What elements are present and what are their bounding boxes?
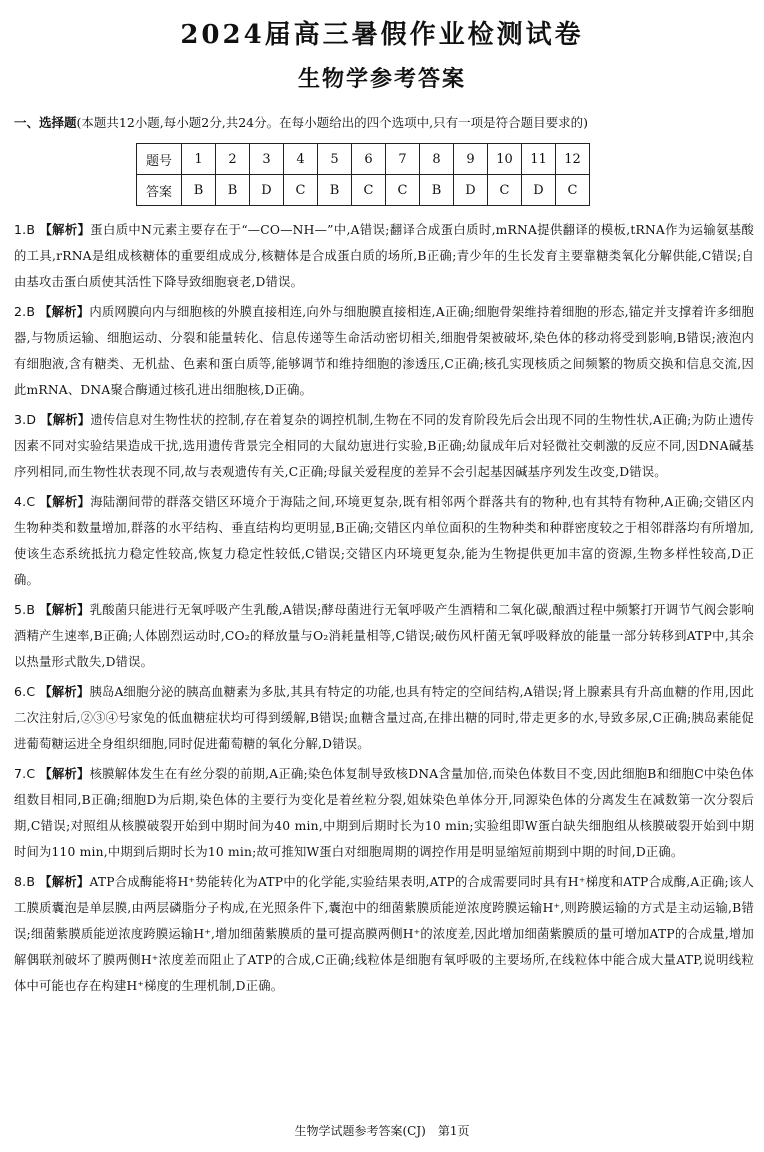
page-footer: 生物学试题参考答案(CJ) 第1页 [294, 1124, 470, 1138]
question-number: 7 [386, 144, 420, 175]
item-text: 海陆潮间带的群落交错区环境介于海陆之间,环境更复杂,既有相邻两个群落共有的物种,也有其特有物种,A正确;交错区内生物种类和数量增加,群落的水平结构、垂直结构均更明显,B正确;交错区内单位面积的生物种类和种群密度较之于相邻群落均有所增加,使该生态系统抵抗力稳定性较高,恢复力稳定性较低,C错误;交错区内环境更复杂,能为生物提供更加丰富的资源,生物多样性较高,D正确。 [14, 495, 754, 587]
question-number: 9 [454, 144, 488, 175]
answer-cell: C [556, 175, 590, 206]
section-label: 一、选择题 [14, 115, 77, 130]
answer-table [136, 143, 590, 206]
item-text: 胰岛A细胞分泌的胰高血糖素为多肽,其具有特定的功能,也具有特定的空间结构,A错误;肾上腺素具有升高血糖的作用,因此二次注射后,②③④号家兔的低血糖症状均可得到缓解,B错误;血糖含量过高,在排出糖的同时,带走更多的水,导致多尿,C正确;胰岛素能促进葡萄糖运进全身组织细胞,同时促进葡萄糖的氧化分解,D错误。 [14, 685, 754, 751]
item-number: 8.B [14, 874, 36, 889]
analysis-tag: 【解析】 [39, 766, 90, 781]
explanation-list [14, 217, 754, 1003]
question-number: 1 [182, 144, 216, 175]
answer-row [137, 175, 590, 206]
item-number: 5.B [14, 602, 36, 617]
question-number: 12 [556, 144, 590, 175]
answer-cell: D [522, 175, 556, 206]
analysis-tag: 【解析】 [39, 494, 91, 509]
item-number: 6.C [14, 684, 36, 699]
explanation-item [14, 597, 754, 675]
question-number: 5 [318, 144, 352, 175]
analysis-tag: 【解析】 [40, 412, 91, 427]
answer-cell: D [454, 175, 488, 206]
answer-cell: B [420, 175, 454, 206]
answer-cell: B [182, 175, 216, 206]
question-number: 3 [250, 144, 284, 175]
item-text: 蛋白质中N元素主要存在于“—CO—NH—”中,A错误;翻译合成蛋白质时,mRNA提供翻译的模板,tRNA作为运输氨基酸的工具,rRNA是组成核糖体的重要组成成分,核糖体是合成蛋白质的场所,B正确;青少年的生长发育主要靠糖类氧化分解供能,C错误;自由基攻击蛋白质使其活性下降导致细胞衰老,D错误。 [14, 223, 754, 289]
answer-cell: C [386, 175, 420, 206]
answer-cell: D [250, 175, 284, 206]
answer-cell: B [216, 175, 250, 206]
explanation-item [14, 407, 754, 485]
explanation-item [14, 869, 754, 999]
answer-cell: C [488, 175, 522, 206]
question-number: 6 [352, 144, 386, 175]
explanation-item [14, 217, 754, 295]
question-number: 4 [284, 144, 318, 175]
analysis-tag: 【解析】 [39, 874, 90, 889]
item-number: 2.B [14, 304, 36, 319]
question-number: 10 [488, 144, 522, 175]
explanation-item [14, 679, 754, 757]
explanation-item [14, 489, 754, 593]
section-description: (本题共12小题,每小题2分,共24分。在每小题给出的四个选项中,只有一项是符合题目要求的) [76, 115, 588, 130]
answer-cell: C [352, 175, 386, 206]
item-number: 4.C [14, 494, 36, 509]
question-number: 8 [420, 144, 454, 175]
item-number: 1.B [14, 222, 36, 237]
row-label-question: 题号 [137, 144, 182, 175]
answer-cell: B [318, 175, 352, 206]
item-text: 遗传信息对生物性状的控制,存在着复杂的调控机制,生物在不同的发育阶段先后会出现不同的生物性状,A正确;为防止遗传因素不同对实验结果造成干扰,选用遗传背景完全相同的大鼠幼崽进行实验,B正确;幼鼠成年后对轻微社交刺激的反应不同,因DNA碱基序列相同,而生物性状表现不同,故与表观遗传有关,C正确;母鼠关爱程度的差异不会引起基因碱基序列发生改变,D错误。 [14, 413, 754, 479]
document-title: 2024届高三暑假作业检测试卷 [180, 20, 584, 50]
item-number: 7.C [14, 766, 36, 781]
item-number: 3.D [14, 412, 37, 427]
document-subtitle: 生物学参考答案 [297, 66, 466, 92]
item-text: 内质网膜向内与细胞核的外膜直接相连,向外与细胞膜直接相连,A正确;细胞骨架维持着细胞的形态,锚定并支撑着许多细胞器,与物质运输、细胞运动、分裂和能量转化、信息传递等生命活动密切相关,细胞骨架被破坏,染色体的移动将受到影响,B错误;液泡内有细胞液,含有糖类、无机盐、色素和蛋白质等,能够调节和维持细胞的渗透压,C正确;核孔实现核质之间频繁的物质交换和信息交流,因此mRNA、DNA聚合酶通过核孔进出细胞核,D正确。 [14, 305, 754, 397]
explanation-item [14, 761, 754, 865]
section-heading [14, 113, 754, 131]
analysis-tag: 【解析】 [39, 222, 91, 237]
question-number-row [137, 144, 590, 175]
question-number: 11 [522, 144, 556, 175]
answer-cell: C [284, 175, 318, 206]
item-text: ATP合成酶能将H⁺势能转化为ATP中的化学能,实验结果表明,ATP的合成需要同时具有H⁺梯度和ATP合成酶,A正确;该人工膜质囊泡是单层膜,由两层磷脂分子构成,在光照条件下,囊泡中的细菌紫膜质能逆浓度跨膜运输H⁺,则跨膜运输的方式是主动运输,B错误;细菌紫膜质能逆浓度跨膜运输H⁺,增加细菌紫膜质的量可提高膜两侧H⁺的浓度差,因此增加细菌紫膜质的量可增加ATP的合成量,增加解偶联剂破坏了膜两侧H⁺浓度差而阻止了ATP的合成,C正确;线粒体是细胞有氧呼吸的主要场所,在线粒体中能合成大量ATP,说明线粒体中可能也存在构建H⁺梯度的生理机制,D正确。 [14, 875, 754, 993]
analysis-tag: 【解析】 [39, 602, 90, 617]
item-text: 核膜解体发生在有丝分裂的前期,A正确;染色体复制导致核DNA含量加倍,而染色体数目不变,因此细胞B和细胞C中染色体组数目相同,B正确;细胞D为后期,染色体的主要行为变化是着丝粒分裂,姐妹染色单体分开,同源染色体的分离发生在减数第一次分裂后期,C错误;对照组从核膜破裂开始到中期时间为40 min,中期到后期时长为10 min;实验组即W蛋白缺失细胞组从核膜破裂开始到中期时间为110 min,中期到后期时长为10 min;故可推知W蛋白对细胞周期的调控作用是明显缩短前期到中期的时间,D正确。 [14, 767, 754, 859]
row-label-answer: 答案 [137, 175, 182, 206]
explanation-item [14, 299, 754, 403]
item-text: 乳酸菌只能进行无氧呼吸产生乳酸,A错误;酵母菌进行无氧呼吸产生酒精和二氧化碳,酿酒过程中频繁打开调节气阀会影响酒精产生速率,B正确;人体剧烈运动时,CO₂的释放量与O₂消耗量相等,C错误;破伤风杆菌无氧呼吸释放的能量一部分转移到ATP中,其余以热量形式散失,D错误。 [14, 603, 754, 669]
question-number: 2 [216, 144, 250, 175]
analysis-tag: 【解析】 [39, 304, 90, 319]
analysis-tag: 【解析】 [39, 684, 90, 699]
